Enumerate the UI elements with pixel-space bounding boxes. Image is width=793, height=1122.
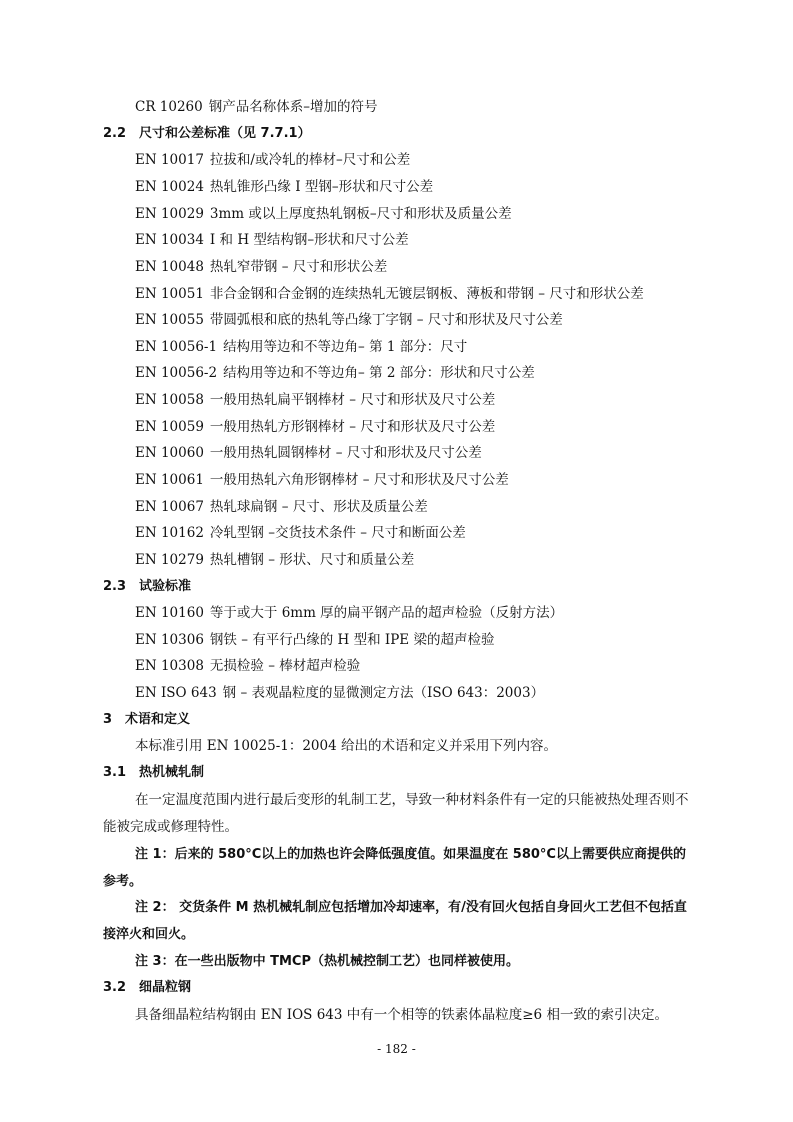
ref-title: 结构用等边和不等边角– 第 1 部分：尺寸 bbox=[223, 339, 468, 355]
ref-title: 3mm 或以上厚度热轧钢板–尺寸和形状及质量公差 bbox=[209, 206, 512, 222]
section-heading-2-2: 2.2 尺寸和公差标准（见 7.7.1） bbox=[103, 126, 311, 141]
ref-entry bbox=[135, 523, 466, 543]
ref-entry bbox=[135, 470, 509, 490]
ref-code: EN 10058 bbox=[135, 392, 204, 408]
ref-entry bbox=[135, 417, 495, 437]
ref-code: EN 10017 bbox=[135, 152, 204, 168]
ref-entry bbox=[135, 177, 433, 197]
ref-entry bbox=[135, 550, 414, 570]
ref-entry bbox=[135, 230, 409, 250]
ref-entry bbox=[135, 683, 544, 703]
ref-entry bbox=[135, 204, 512, 224]
ref-entry bbox=[135, 363, 535, 383]
note-1: 注 1：后来的 580°C以上的加热也许会降低强度值。如果温度在 580°C以上需要供应商提供的参考。 bbox=[103, 847, 686, 889]
ref-title: 冷轧型钢 –交货技术条件 – 尺寸和断面公差 bbox=[209, 525, 466, 541]
ref-entry bbox=[135, 150, 410, 170]
section-heading-3: 3 术语和定义 bbox=[103, 712, 191, 727]
ref-title: 结构用等边和不等边角– 第 2 部分：形状和尺寸公差 bbox=[223, 365, 535, 381]
section-3-2-body: 具备细晶粒结构钢由 EN IOS 643 中有一个相等的铁素体晶粒度≥6 相一致的索引决定。 bbox=[135, 1007, 668, 1023]
ref-entry bbox=[135, 310, 563, 330]
ref-code: EN 10024 bbox=[135, 179, 204, 195]
ref-title: 热轧球扁钢 – 尺寸、形状及质量公差 bbox=[209, 499, 428, 515]
ref-entry bbox=[135, 390, 495, 410]
ref-title: 无损检验 – 棒材超声检验 bbox=[209, 658, 361, 674]
section-3-intro: 本标准引用 EN 10025-1：2004 给出的术语和定义并采用下列内容。 bbox=[135, 738, 557, 754]
ref-title: 钢铁 – 有平行凸缘的 H 型和 IPE 梁的超声检验 bbox=[209, 632, 495, 648]
ref-title: 钢 – 表观晶粒度的显微测定方法（ISO 643：2003） bbox=[222, 685, 545, 701]
ref-entry bbox=[135, 97, 377, 117]
section-heading-3-1: 3.1 热机械轧制 bbox=[103, 765, 205, 780]
ref-code: EN 10055 bbox=[135, 312, 204, 328]
ref-code: EN 10160 bbox=[135, 605, 204, 621]
ref-code: EN 10060 bbox=[135, 445, 204, 461]
ref-entry bbox=[135, 443, 482, 463]
ref-title: 热轧锥形凸缘 I 型钢–形状和尺寸公差 bbox=[209, 179, 434, 195]
ref-entry bbox=[135, 603, 563, 623]
ref-code: EN 10048 bbox=[135, 259, 204, 275]
ref-title: 等于或大于 6mm 厚的扁平钢产品的超声检验（反射方法） bbox=[209, 605, 564, 621]
ref-code: EN 10034 bbox=[135, 232, 204, 248]
ref-code: EN ISO 643 bbox=[135, 685, 217, 701]
page-number: - 182 - bbox=[377, 1042, 416, 1056]
ref-title: 带圆弧根和底的热轧等凸缘丁字钢 – 尺寸和形状及尺寸公差 bbox=[209, 312, 563, 328]
ref-code: EN 10059 bbox=[135, 419, 204, 435]
ref-title: 钢产品名称体系–增加的符号 bbox=[208, 99, 378, 115]
ref-entry bbox=[135, 257, 387, 277]
ref-code: EN 10051 bbox=[135, 286, 204, 302]
ref-title: 拉拔和/或冷轧的棒材–尺寸和公差 bbox=[209, 152, 411, 168]
section-3-1-body: 在一定温度范围内进行最后变形的轧制工艺，导致一种材料条件有一定的只能被热处理否则不能被完成或修理特性。 bbox=[103, 792, 689, 835]
ref-title: I 和 H 型结构钢–形状和尺寸公差 bbox=[209, 232, 409, 248]
ref-entry bbox=[135, 630, 494, 650]
ref-code: EN 10067 bbox=[135, 499, 204, 515]
ref-code: EN 10029 bbox=[135, 206, 204, 222]
ref-code: EN 10162 bbox=[135, 525, 204, 541]
ref-code: EN 10056-1 bbox=[135, 339, 218, 355]
ref-entry bbox=[135, 337, 467, 357]
note-3: 注 3：在一些出版物中 TMCP（热机械控制工艺）也同样被使用。 bbox=[135, 954, 519, 969]
ref-title: 热轧窄带钢 – 尺寸和形状公差 bbox=[209, 259, 388, 275]
ref-entry bbox=[135, 656, 360, 676]
section-heading-3-2: 3.2 细晶粒钢 bbox=[103, 980, 192, 995]
ref-code: EN 10308 bbox=[135, 658, 204, 674]
ref-title: 热轧槽钢 – 形状、尺寸和质量公差 bbox=[209, 552, 415, 568]
section-heading-2-3: 2.3 试验标准 bbox=[103, 579, 192, 594]
ref-title: 非合金钢和合金钢的连续热轧无镀层钢板、薄板和带钢 – 尺寸和形状公差 bbox=[209, 286, 644, 302]
ref-title: 一般用热轧方形钢棒材 – 尺寸和形状及尺寸公差 bbox=[209, 419, 496, 435]
ref-entry bbox=[135, 497, 428, 517]
ref-code: EN 10306 bbox=[135, 632, 204, 648]
ref-code: EN 10056-2 bbox=[135, 365, 218, 381]
ref-title: 一般用热轧六角形钢棒材 – 尺寸和形状及尺寸公差 bbox=[209, 472, 509, 488]
ref-entry bbox=[135, 284, 644, 304]
ref-code: CR 10260 bbox=[135, 99, 203, 115]
ref-title: 一般用热轧圆钢棒材 – 尺寸和形状及尺寸公差 bbox=[209, 445, 482, 461]
ref-code: EN 10061 bbox=[135, 472, 204, 488]
ref-code: EN 10279 bbox=[135, 552, 204, 568]
note-2: 注 2： 交货条件 M 热机械轧制应包括增加冷却速率，有/没有回火包括自身回火工艺但不包括直接淬火和回火。 bbox=[103, 900, 687, 942]
ref-title: 一般用热轧扁平钢棒材 – 尺寸和形状及尺寸公差 bbox=[209, 392, 496, 408]
